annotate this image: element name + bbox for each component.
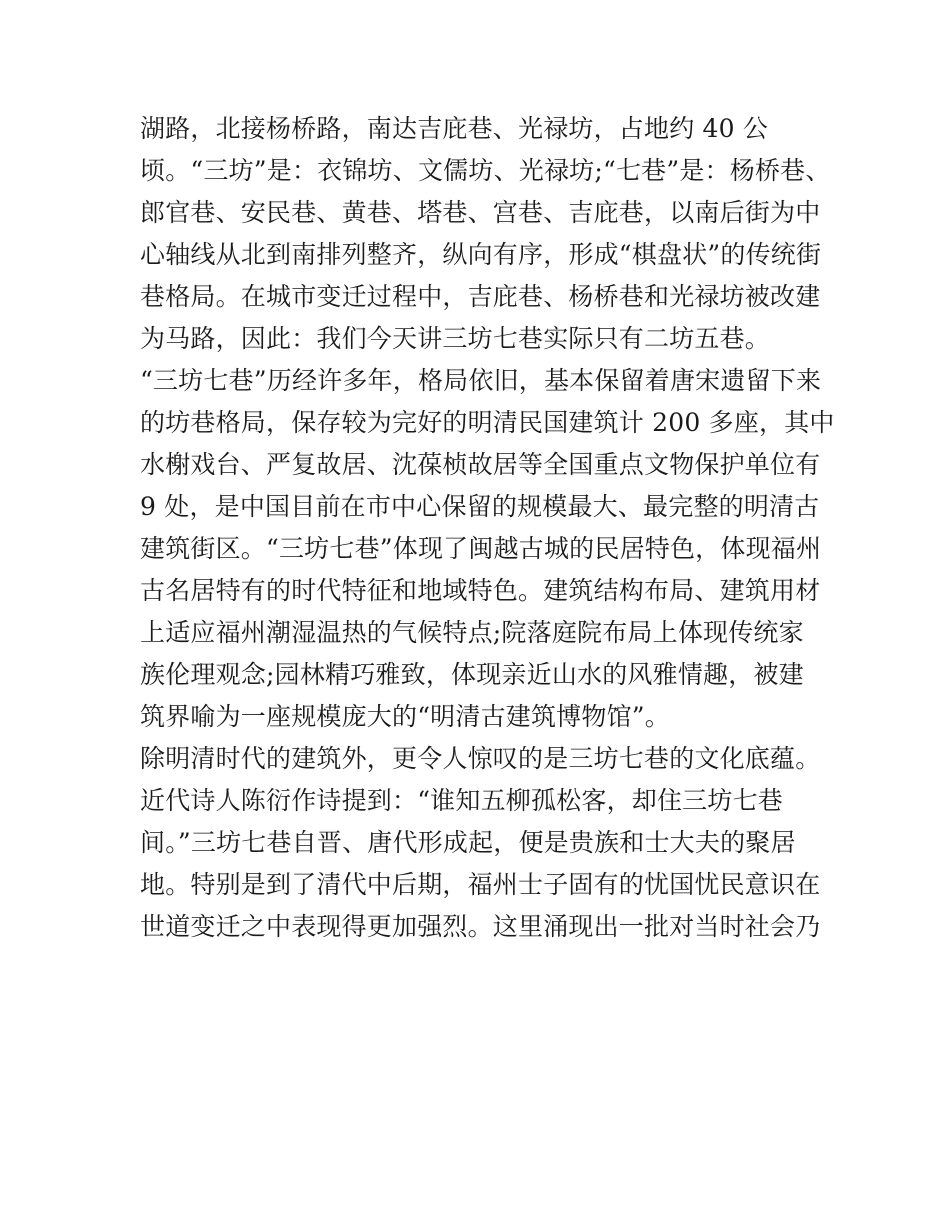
body-text [140, 108, 835, 948]
text-line: 族伦理观念;园林精巧雅致，体现亲近山水的风雅情趣，被建 [140, 660, 804, 689]
text-line: 近代诗人陈衍作诗提到：“谁知五柳孤松客，却住三坊七巷 [140, 786, 783, 815]
text-line: 古名居特有的时代特征和地域特色。建筑结构布局、建筑用材 [140, 576, 821, 605]
text-line: 水榭戏台、严复故居、沈葆桢故居等全国重点文物保护单位有 [140, 450, 821, 479]
text-line: 世道变迁之中表现得更加强烈。这里涌现出一批对当时社会乃 [140, 912, 821, 941]
text-line: 除明清时代的建筑外，更令人惊叹的是三坊七巷的文化底蕴。 [140, 744, 821, 773]
text-line: 9 处，是中国目前在市中心保留的规模最大、最完整的明清古 [140, 492, 820, 521]
text-line: 巷格局。在城市变迁过程中，吉庇巷、杨桥巷和光禄坊被改建 [140, 282, 821, 311]
text-line: 郎官巷、安民巷、黄巷、塔巷、宫巷、吉庇巷，以南后街为中 [140, 198, 821, 227]
text-line: 为马路，因此：我们今天讲三坊七巷实际只有二坊五巷。 [140, 324, 771, 353]
text-line: “三坊七巷”历经许多年，格局依旧，基本保留着唐宋遗留下来 [140, 366, 822, 395]
text-line: 间。”三坊七巷自晋、唐代形成起，便是贵族和士大夫的聚居 [140, 828, 796, 857]
text-line: 筑界喻为一座规模庞大的“明清古建筑博物馆”。 [140, 702, 670, 731]
text-line: 建筑街区。“三坊七巷”体现了闽越古城的民居特色，体现福州 [140, 534, 822, 563]
text-line: 顷。“三坊”是：衣锦坊、文儒坊、光禄坊;“七巷”是：杨桥巷、 [140, 156, 831, 185]
text-line: 湖路，北接杨桥路，南达吉庇巷、光禄坊，占地约 40 公 [140, 114, 769, 143]
text-line: 的坊巷格局，保存较为完好的明清民国建筑计 200 多座，其中 [140, 408, 835, 437]
text-line: 上适应福州潮湿温热的气候特点;院落庭院布局上体现传统家 [140, 618, 804, 647]
text-line: 地。特别是到了清代中后期，福州士子固有的忧国忧民意识在 [140, 870, 821, 899]
text-line: 心轴线从北到南排列整齐，纵向有序，形成“棋盘状”的传统街 [140, 240, 822, 269]
